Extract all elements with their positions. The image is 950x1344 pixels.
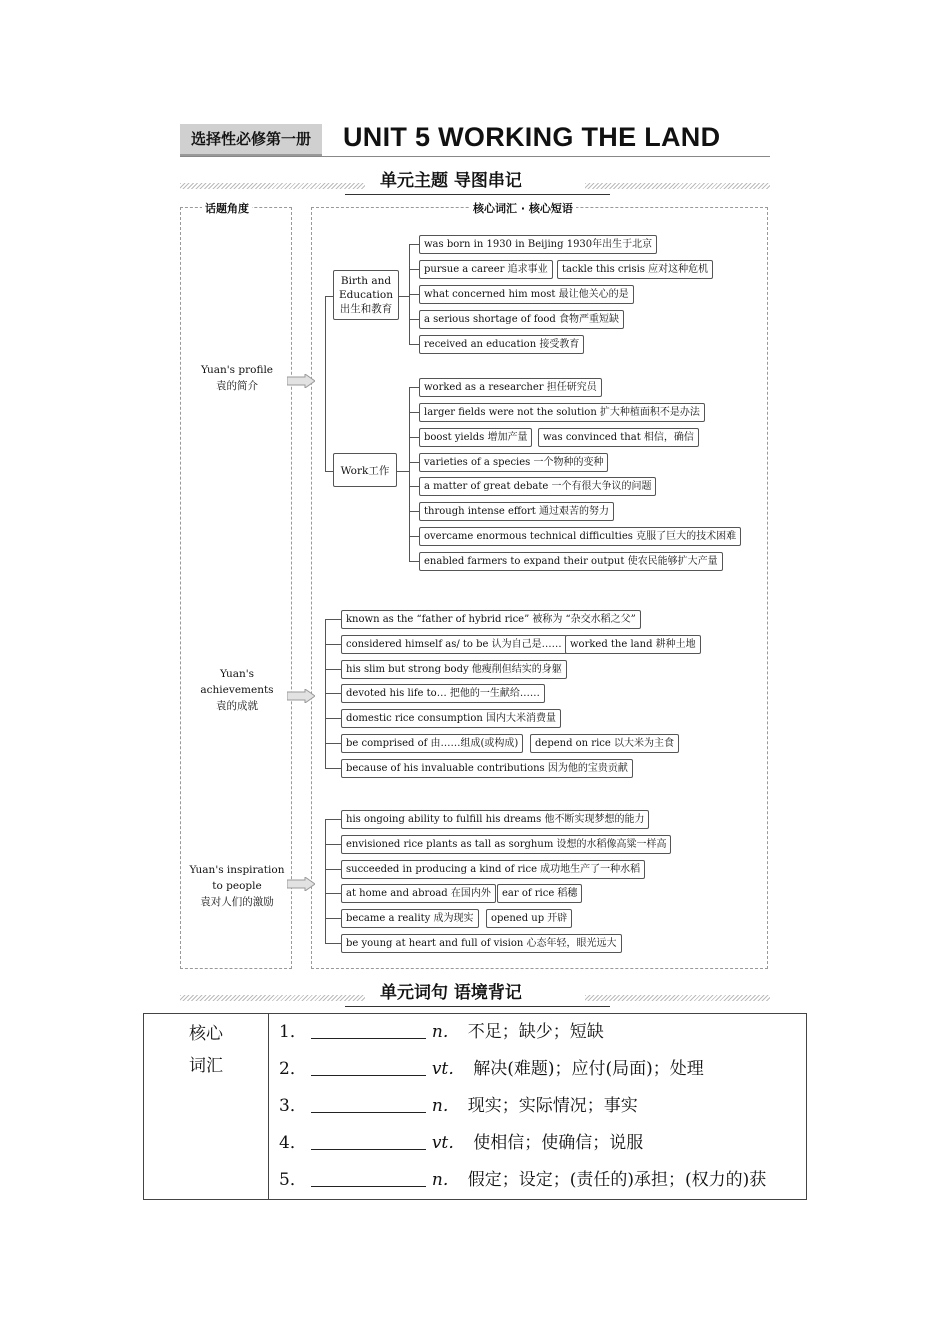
phrase-item: considered himself as/ to be 认为自己是…… — [341, 635, 567, 654]
topic-inspiration-zh: 袁对人们的激励 — [200, 896, 274, 908]
section-hatch-right — [585, 183, 770, 189]
vocab-meaning: 假定；设定；(责任的)承担；(权力的)获 — [467, 1170, 767, 1190]
category-birth-en1: Birth and — [340, 275, 392, 287]
topic-panel-label: 话题角度 — [202, 200, 252, 216]
vocab-num: 1． — [279, 1022, 307, 1042]
vocab-meaning: 解决(难题)；应付(局面)；处理 — [473, 1059, 704, 1079]
phrase-item: depend on rice 以大米为主食 — [530, 734, 679, 753]
topic-inspiration-en2: to people — [212, 880, 262, 892]
vocab-row — [269, 1051, 807, 1088]
section-title-mindmap: 单元主题 导图串记 — [380, 171, 522, 191]
arrow-right-icon — [287, 877, 315, 891]
phrase-item: at home and abroad 在国内外 — [341, 884, 496, 903]
phrase-item: opened up 开辟 — [486, 909, 572, 928]
vocab-pos: vt． — [431, 1133, 466, 1153]
answer-blank[interactable] — [311, 1020, 426, 1039]
vocab-table — [143, 1013, 807, 1200]
topic-achievements-zh: 袁的成就 — [216, 700, 258, 712]
vocab-row — [269, 1162, 807, 1200]
phrase-item: became a reality 成为现实 — [341, 909, 479, 928]
phrase-item: his slim but strong body 他瘦削但结实的身躯 — [341, 660, 567, 679]
tree-line — [325, 471, 333, 472]
answer-blank[interactable] — [311, 1057, 426, 1076]
phrase-item: was convinced that 相信，确信 — [538, 428, 699, 447]
answer-blank[interactable] — [311, 1168, 426, 1187]
topic-inspiration-en1: Yuan's inspiration — [189, 864, 285, 876]
vocab-meaning: 使相信；使确信；说服 — [473, 1133, 644, 1153]
phrase-item: varieties of a species 一个物种的变种 — [419, 453, 608, 472]
answer-blank[interactable] — [311, 1131, 426, 1150]
topic-profile-en: Yuan's profile — [200, 364, 274, 376]
unit-title: UNIT 5 WORKING THE LAND — [343, 122, 721, 152]
phrase-item: overcame enormous technical difficulties 克服了巨大的技术困难 — [419, 527, 741, 546]
vocab-head-line2: 词汇 — [189, 1056, 223, 1076]
phrase-item: was born in 1930 in Beijing 1930年出生于北京 — [419, 235, 657, 254]
tree-line — [325, 819, 326, 943]
category-work: Work工作 — [333, 453, 397, 487]
arrow-right-icon — [287, 689, 315, 703]
tree-line — [325, 296, 326, 472]
vocab-num: 3． — [279, 1096, 307, 1116]
phrase-item: domestic rice consumption 国内大米消费量 — [341, 709, 561, 728]
vocab-row — [269, 1125, 807, 1162]
topic-achievements — [182, 666, 292, 714]
section-hatch-left — [180, 995, 365, 1001]
phrase-item: what concerned him most 最让他关心的是 — [419, 285, 634, 304]
phrase-item: a matter of great debate 一个有很大争议的问题 — [419, 477, 656, 496]
phrase-item: known as the “father of hybrid rice” 被称为 “杂交水稻之父” — [341, 610, 641, 629]
section-hatch-left — [180, 183, 365, 189]
category-birth-zh: 出生和教育 — [339, 303, 393, 315]
title-underline — [180, 156, 770, 157]
vocab-pos: n． — [431, 1170, 460, 1190]
phrase-item: be comprised of 由……组成(或构成) — [341, 734, 523, 753]
section-title-vocab: 单元词句 语境背记 — [380, 983, 522, 1003]
phrase-item: pursue a career 追求事业 — [419, 260, 553, 279]
tree-line — [325, 296, 333, 297]
phrase-item: tackle this crisis 应对这种危机 — [557, 260, 713, 279]
vocab-num: 5． — [279, 1170, 307, 1190]
phrase-item: boost yields 增加产量 — [419, 428, 532, 447]
vocab-head-line1: 核心 — [189, 1024, 223, 1044]
vocab-row — [269, 1014, 807, 1052]
phrase-item: through intense effort 通过艰苦的努力 — [419, 502, 614, 521]
phrase-item: ear of rice 稻穗 — [497, 884, 582, 903]
vocab-pos: n． — [431, 1022, 460, 1042]
phrase-item: envisioned rice plants as tall as sorghum 设想的水稻像高粱一样高 — [341, 835, 671, 854]
vocab-category — [144, 1014, 269, 1200]
vocab-panel-label: 核心词汇 · 核心短语 — [470, 200, 576, 216]
vocab-row — [269, 1088, 807, 1125]
phrase-item: worked the land 耕种土地 — [565, 635, 701, 654]
tree-line — [409, 387, 410, 561]
phrase-item: enabled farmers to expand their output 使农民能够扩大产量 — [419, 552, 723, 571]
vocab-meaning: 不足；缺少；短缺 — [467, 1022, 604, 1042]
topic-achievements-en1: Yuan's — [219, 668, 255, 680]
topic-profile — [182, 362, 292, 394]
topic-achievements-en2: achievements — [200, 684, 274, 696]
tree-line — [397, 471, 409, 472]
section-hatch-right — [585, 995, 770, 1001]
phrase-item: received an education 接受教育 — [419, 335, 584, 354]
vocab-num: 2． — [279, 1059, 307, 1079]
topic-panel — [180, 207, 292, 969]
phrase-item: devoted his life to… 把他的一生献给…… — [341, 684, 545, 703]
vocab-pos: vt． — [431, 1059, 466, 1079]
phrase-item: worked as a researcher 担任研究员 — [419, 378, 602, 397]
answer-blank[interactable] — [311, 1094, 426, 1113]
category-birth-en2: Education — [339, 289, 393, 301]
vocab-meaning: 现实；实际情况；事实 — [467, 1096, 638, 1116]
topic-inspiration — [182, 862, 292, 910]
phrase-item: be young at heart and full of vision 心态年轻，眼光远大 — [341, 934, 622, 953]
phrase-item: larger fields were not the solution 扩大种植面积不是办法 — [419, 403, 705, 422]
phrase-item: because of his invaluable contributions 因为他的宝贵贡献 — [341, 759, 633, 778]
vocab-pos: n． — [431, 1096, 460, 1116]
topic-profile-zh: 袁的简介 — [216, 380, 258, 392]
phrase-item: his ongoing ability to fulfill his dreams 他不断实现梦想的能力 — [341, 810, 649, 829]
book-volume-tag: 选择性必修第一册 — [180, 124, 322, 156]
phrase-item: succeeded in producing a kind of rice 成功地生产了一种水稻 — [341, 860, 645, 879]
arrow-right-icon — [287, 374, 315, 388]
category-birth-education — [333, 270, 399, 320]
phrase-item: a serious shortage of food 食物严重短缺 — [419, 310, 624, 329]
vocab-num: 4． — [279, 1133, 307, 1153]
